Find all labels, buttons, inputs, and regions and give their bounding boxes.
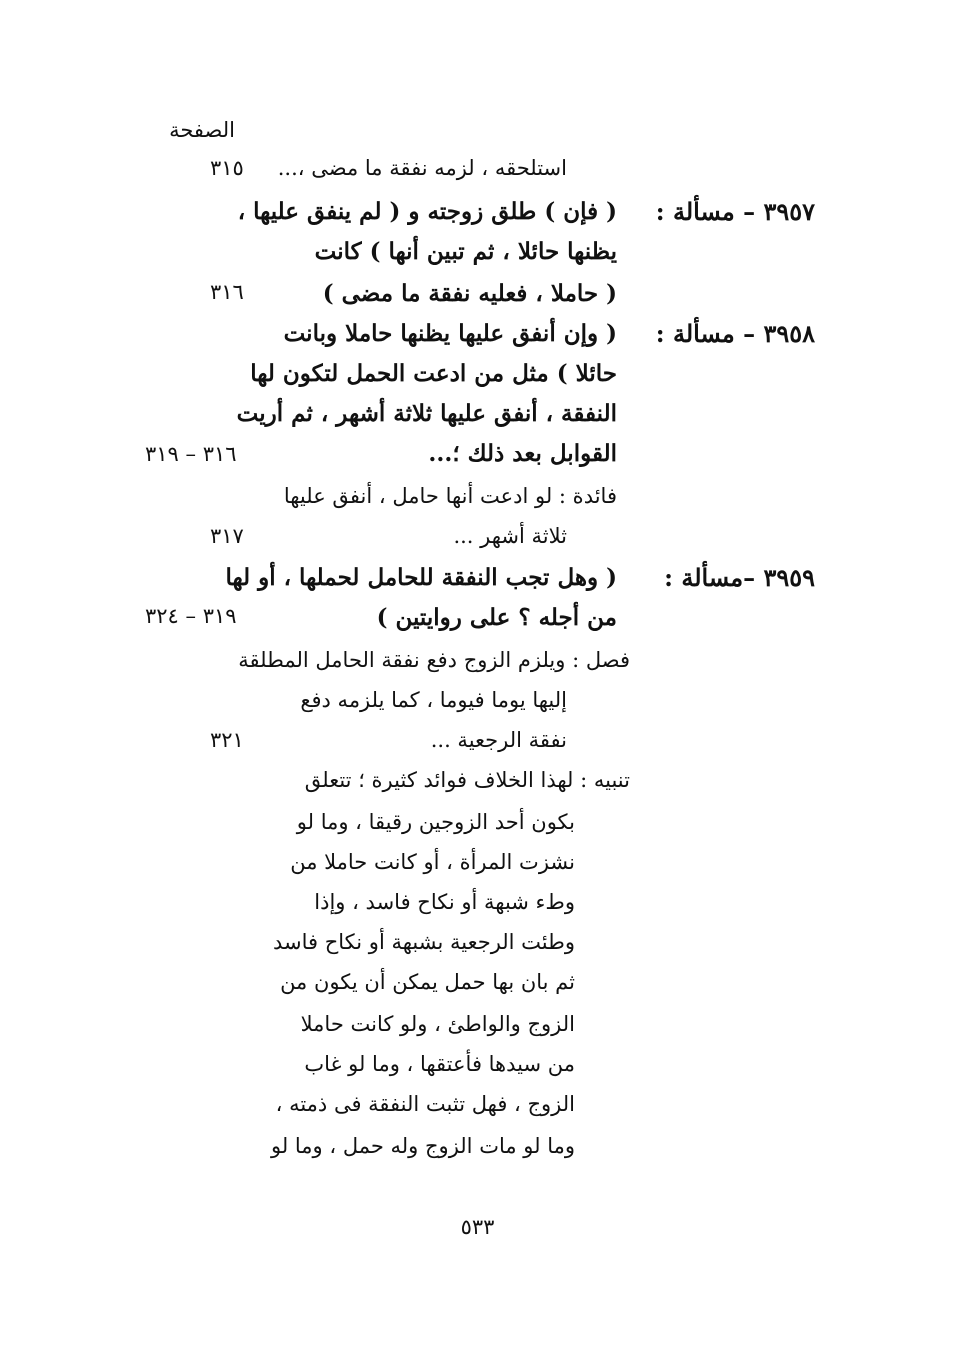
- page-reference: ٣١٦: [210, 280, 244, 304]
- entry-text: الزوج والواطئ ، ولو كانت حاملا: [300, 1012, 575, 1036]
- entry-text: بكون أحد الزوجين رقيقا ، وما لو: [296, 810, 575, 834]
- entry-text: إليها يوما فيوما ، كما يلزمه دفع: [300, 688, 567, 712]
- page-reference: ٣١٩ – ٣٢٤: [145, 604, 237, 628]
- entry-text: النفقة ، أنفق عليها ثلاثة أشهر ، ثم أريت: [236, 400, 617, 427]
- issue-number: ٣٩٥٩ –مسألة :: [664, 563, 815, 592]
- entry-text: ثم بان بها حمل يمكن أن يكون من: [280, 970, 575, 994]
- entry-text: نفقة الرجعية ...: [430, 728, 567, 752]
- entry-text: وما لو مات الزوج وله حمل ، وما لو: [270, 1134, 575, 1158]
- entry-text: ( وإن أنفق عليها يظنها حاملا وبانت: [283, 320, 617, 347]
- entry-text: من أجله ؟ على روايتين ): [376, 604, 617, 631]
- entry-text: وطئت الرجعية بشبهة أو نكاح فاسد: [273, 930, 575, 954]
- page-reference: ٣٢١: [210, 728, 244, 752]
- issue-number: ٣٩٥٧ – مسألة :: [655, 197, 815, 226]
- entry-text: ( فإن ) طلق زوجته و ( لم ينفق عليها ،: [237, 198, 617, 225]
- entry-text: ( وهل تجب النفقة للحامل لحملها ، أو لها: [225, 564, 617, 591]
- entry-text: فائدة : لو ادعت أنها حامل ، أنفق عليها: [283, 484, 617, 508]
- entry-text: القوابل بعد ذلك ؛...: [428, 440, 617, 467]
- entry-text: تنبيه : لهذا الخلاف فوائد كثيرة ؛ تتعلق: [304, 768, 630, 792]
- entry-text: من سيدها فأعتقها ، وما لو غاب: [304, 1052, 575, 1076]
- entry-text: حائلا ) مثل من ادعت الحمل لتكون لها: [250, 360, 617, 387]
- entry-text: استلحقه ، لزمه نفقة ما مضى ،...: [277, 156, 567, 180]
- page-column-header: الصفحة: [169, 118, 235, 142]
- page-reference: ٣١٧: [210, 524, 244, 548]
- entry-text: نشزت المرأة ، أو كانت حاملا من: [290, 850, 575, 874]
- page-reference: ٣١٦ – ٣١٩: [145, 442, 237, 466]
- entry-text: ( حاملا ، فعليه نفقة ما مضى ): [322, 280, 617, 307]
- entry-text: وطء شبهة أو نكاح فاسد ، وإذا: [314, 890, 575, 914]
- page-reference: ٣١٥: [210, 156, 244, 180]
- entry-text: يظنها حائلا ، ثم تبين أنها ) كانت: [314, 238, 617, 265]
- entry-text: الزوج ، فهل تثبت النفقة فى ذمته ،: [275, 1092, 575, 1116]
- entry-text: ثلاثة أشهر ...: [453, 524, 567, 548]
- issue-number: ٣٩٥٨ – مسألة :: [655, 319, 815, 348]
- page-number: ٥٣٣: [460, 1215, 495, 1239]
- entry-text: فصل : ويلزم الزوج دفع نفقة الحامل المطلقة: [238, 648, 630, 672]
